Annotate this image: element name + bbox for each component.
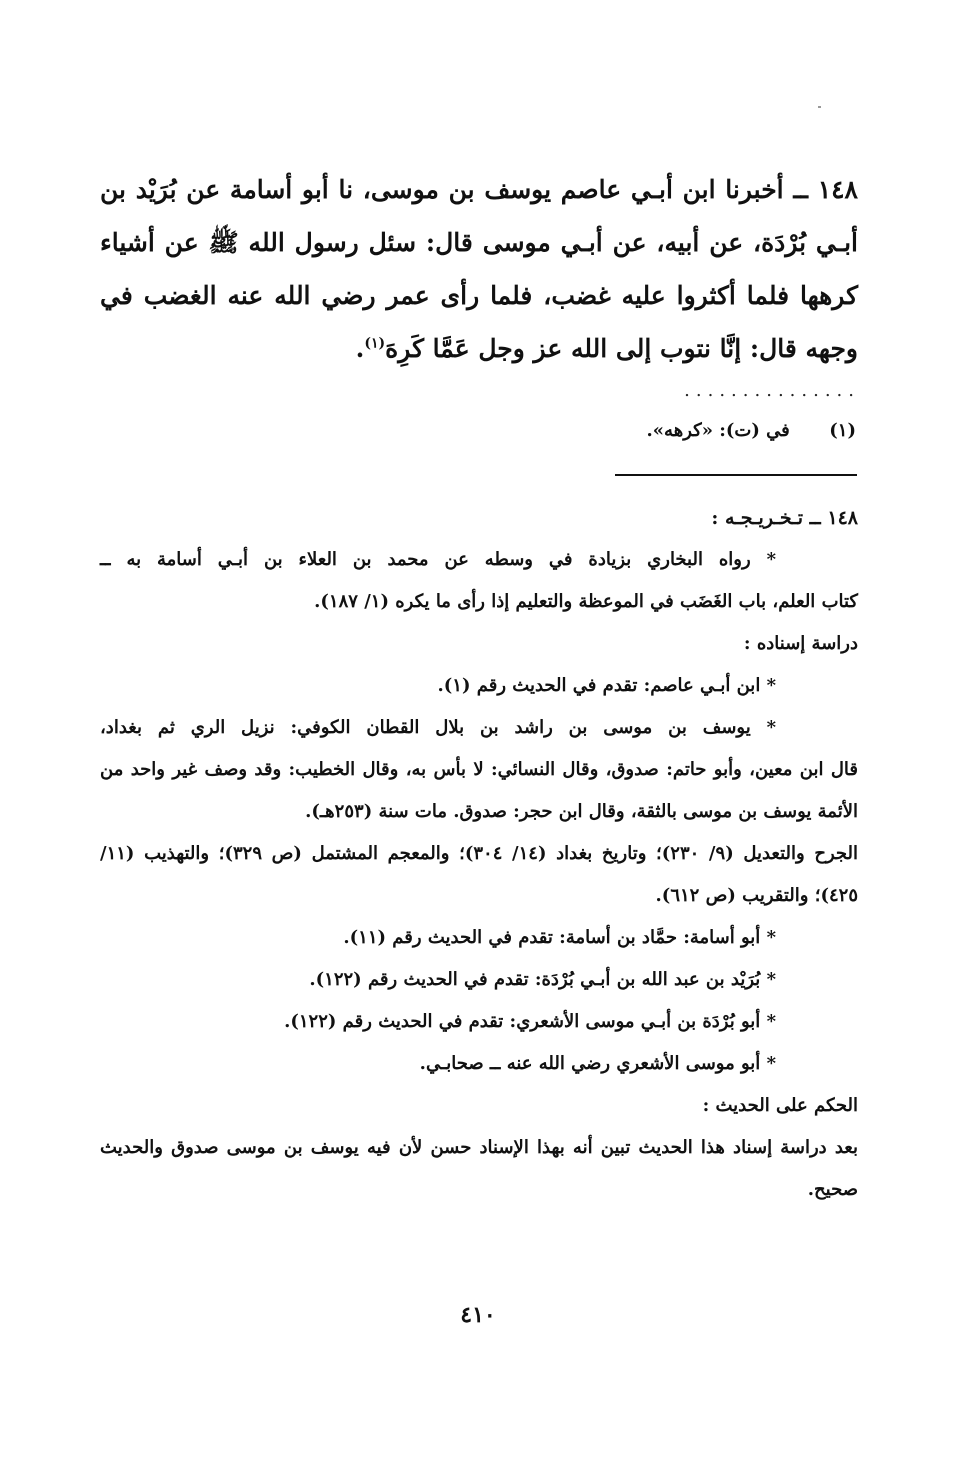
narrator-item-2: * يوسف بن موسى بن راشد بن بلال القطان الكوفي: نزيل الري ثم بغداد،: [100, 717, 776, 738]
narrator-item-3: * أبو أسامة: حمَّاد بن أسامة: تقدم في الحديث رقم (١١).: [343, 927, 776, 948]
footnote-text: في (ت): «كرهه».: [646, 420, 790, 441]
narrator-item-4: * بُرَيْد بن عبد الله بن أبـي بُرْدَة: تقدم في الحديث رقم (١٢٢).: [309, 969, 776, 990]
footnote-number: (١): [829, 420, 856, 441]
narrator-item-5: * أبو بُرْدَة بن أبـي موسى الأشعري: تقدم في الحديث رقم (١٢٢).: [284, 1011, 776, 1032]
takhrij-para1b: كتاب العلم، باب الغَضَب في الموعظة والتعليم إذا رأى ما يكره (١/ ١٨٧).: [314, 591, 858, 612]
hukm-text: بعد دراسة إسناد هذا الحديث تبين أنه بهذا الإسناد حسن لأن فيه يوسف بن موسى صدوق والحديث صحيح.: [100, 1137, 858, 1200]
page-number: ٤١٠: [460, 1302, 496, 1328]
narrator-item-1: * ابن أبـي عاصم: تقدم في الحديث رقم (١).: [437, 675, 776, 696]
takhrij-para1: * رواه البخاري بزيادة في وسطه عن محمد بن العلاء بن أبـي أسامة به ــ: [100, 549, 776, 570]
footnote: [456, 420, 856, 441]
narrator-references: الجرح والتعديل (٩/ ٢٣٠)؛ وتاريخ بغداد (١٤/ ٣٠٤)؛ والمعجم المشتمل (ص ٣٢٩)؛ والتهذيب (١١/ ٤٢٥)؛ والتقريب (ص ٦١٢).: [100, 843, 859, 906]
hukm-heading: الحكم على الحديث :: [702, 1095, 858, 1116]
isnad-heading: دراسة إسناده :: [743, 633, 858, 654]
footnote-separator-dots: ...............: [684, 380, 860, 401]
hadith-end: .: [355, 334, 365, 363]
footnote-reference: (١): [364, 335, 386, 352]
section-divider: [615, 474, 857, 476]
corner-mark: [818, 106, 821, 108]
takhrij-heading: ١٤٨ ــ تـخـريـجـه :: [711, 507, 858, 529]
narrator-item-2-cont: قال ابن معين، وأبو حاتم: صدوق، وقال النسائي: لا بأس به، وقال الخطيب: وقد وصف غير واحد من الأئمة يوسف بن موسى بالثقة، وقال ابن حجر: صدوق. مات سنة (٢٥٣هـ).: [100, 759, 858, 822]
hadith-text: [100, 163, 858, 375]
narrator-item-6: * أبو موسى الأشعري رضي الله عنه ــ صحابـي.: [419, 1053, 776, 1074]
hadith-body: ١٤٨ ــ أخبرنا ابن أبـي عاصم يوسف بن موسى، نا أبو أسامة عن بُرَيْد بن أبـي بُرْدَة، عن أبيه، عن أبـي موسى قال: سئل رسول الله ﷺ عن أشياء كرهها فلما أكثروا عليه غضب، فلما رأى عمر رضي الله عنه الغضب في وجهه قال: إنَّا نتوب إلى الله عز وجل عَمَّا كَرِهَ: [100, 175, 858, 363]
takhrij-section: [100, 497, 858, 1211]
